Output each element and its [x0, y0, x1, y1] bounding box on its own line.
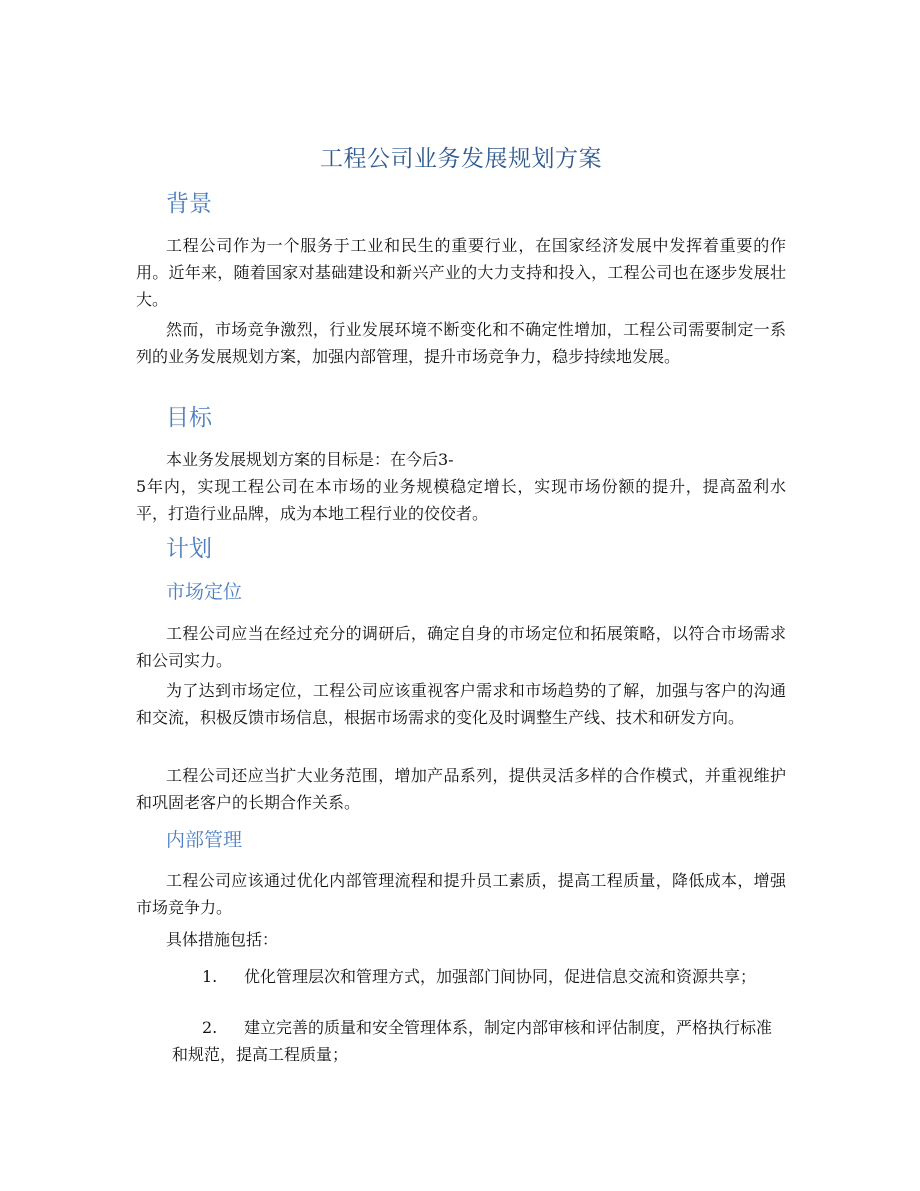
paragraph-market-1: 工程公司应当在经过充分的调研后，确定自身的市场定位和拓展策略，以符合市场需求和公司实力。: [136, 624, 786, 670]
heading-background: 背景: [166, 191, 212, 217]
goal-line-1: 本业务发展规划方案的目标是：在今后3-: [166, 450, 454, 469]
heading-internal-management: 内部管理: [166, 829, 243, 851]
list-text: 建立完善的质量和安全管理体系，制定内部审核和评估制度，严格执行标准和规范，提高工程质量；: [172, 1018, 773, 1064]
list-number: 1.: [202, 967, 218, 986]
paragraph-market-3: 工程公司还应当扩大业务范围，增加产品系列，提供灵活多样的合作模式，并重视维护和巩固老客户的长期合作关系。: [136, 766, 786, 812]
heading-goal: 目标: [166, 405, 212, 431]
paragraph-internal-1: 工程公司应该通过优化内部管理流程和提升员工素质，提高工程质量，降低成本，增强市场竞争力。: [136, 871, 786, 917]
paragraph-background-1: 工程公司作为一个服务于工业和民生的重要行业，在国家经济发展中发挥着重要的作用。近年来，随着国家对基础建设和新兴产业的大力支持和投入，工程公司也在逐步发展壮大。: [136, 236, 786, 309]
paragraph-internal-2: 具体措施包括：: [166, 930, 279, 949]
document-title: 工程公司业务发展规划方案: [320, 146, 602, 172]
paragraph-market-2: 为了达到市场定位，工程公司应该重视客户需求和市场趋势的了解，加强与客户的沟通和交流，积极反馈市场信息，根据市场需求的变化及时调整生产线、技术和研发方向。: [136, 681, 786, 727]
goal-line-2: 5年内，实现工程公司在本市场的业务规模稳定增长，实现市场份额的提升，提高盈利水平，打造行业品牌，成为本地工程行业的佼佼者。: [136, 477, 786, 523]
list-number: 2.: [202, 1018, 218, 1037]
paragraph-background-2: 然而，市场竞争激烈，行业发展环境不断变化和不确定性增加，工程公司需要制定一系列的业务发展规划方案，加强内部管理，提升市场竞争力，稳步持续地发展。: [136, 320, 786, 366]
heading-market-positioning: 市场定位: [166, 581, 243, 603]
list-text: 优化管理层次和管理方式，加强部门间协同，促进信息交流和资源共享；: [244, 967, 757, 986]
heading-plan: 计划: [166, 536, 212, 562]
list-item: [172, 1014, 786, 1068]
paragraph-goal: [136, 446, 786, 527]
list-item: [172, 963, 786, 990]
